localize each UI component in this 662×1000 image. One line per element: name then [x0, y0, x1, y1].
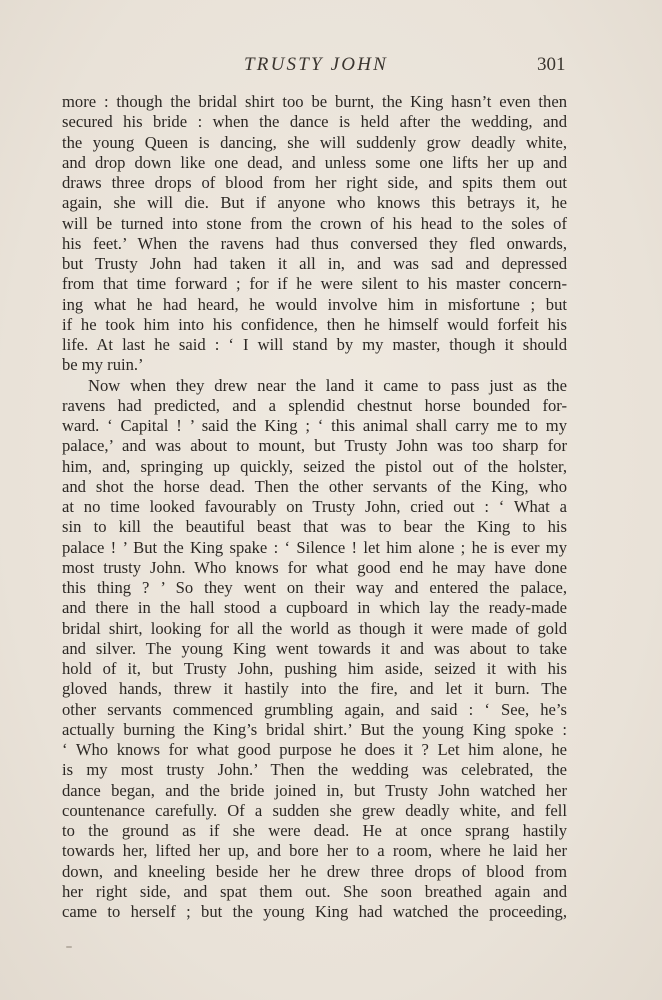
text-line: ward. ‘ Capital ! ’ said the King ; ‘ this animal shall carry me to my: [62, 416, 567, 435]
text-line: is my most trusty John.’ Then the wedding was celebrated, the: [62, 760, 567, 780]
text-line: dance began, and the bride joined in, but Trusty John watched her: [62, 780, 567, 800]
text-line: actually burning the King’s bridal shirt.’ But the young King spoke :: [62, 719, 567, 739]
text-line: and there in the hall stood a cupboard in which lay the ready-made: [62, 598, 567, 618]
text-line: more : though the bridal shirt too be burnt, the King hasn’t even then: [62, 92, 567, 111]
text-line: bridal shirt, looking for all the world as though it were made of gold: [62, 618, 567, 638]
text-line: came to herself ; but the young King had watched the proceeding,: [62, 902, 567, 921]
text-line: ing what he had heard, he would involve him in misfortune ; but: [62, 294, 567, 314]
text-line: her right side, and spat them out. She soon breathed again and: [62, 881, 567, 901]
text-line: secured his bride : when the dance is held after the wedding, and: [62, 112, 567, 132]
page-number: 301: [537, 54, 566, 75]
text-line: other servants commenced grumbling again, and said : ‘ See, he’s: [62, 699, 567, 719]
text-line: at no time looked favourably on Trusty John, cried out : ‘ What a: [62, 497, 567, 516]
text-line: ‘ Who knows for what good purpose he does it ? Let him alone, he: [62, 740, 567, 759]
text-line: towards her, lifted her up, and bore her to a room, where he laid her: [62, 841, 567, 861]
text-line: his feet.’ When the ravens had thus conversed they fled onwards,: [62, 233, 567, 253]
text-line: palace ! ’ But the King spake : ‘ Silence ! let him alone ; he is ever my: [62, 537, 567, 557]
text-line: and shot the horse dead. Then the other servants of the King, who: [62, 476, 567, 496]
text-line: and drop down like one dead, and unless some one lifts her up and: [62, 152, 567, 172]
text-line: ravens had predicted, and a splendid chestnut horse bounded for-: [62, 395, 567, 415]
text-line: will be turned into stone from the crown of his head to the soles of: [62, 213, 567, 233]
body-text: [62, 92, 567, 922]
text-line: this thing ? ’ So they went on their way and entered the palace,: [62, 578, 567, 597]
text-line: life. At last he said : ‘ I will stand by my master, though it should: [62, 335, 567, 354]
text-line: down, and kneeling beside her he drew three drops of blood from: [62, 861, 567, 881]
text-line: palace,’ and was about to mount, but Trusty John was too sharp for: [62, 436, 567, 456]
text-line: countenance carefully. Of a sudden she grew deadly white, and fell: [62, 800, 567, 820]
text-line: to the ground as if she were dead. He at once sprang hastily: [62, 821, 567, 840]
text-line: again, she will die. But if anyone who knows this betrays it, he: [62, 193, 567, 213]
text-line: if he took him into his confidence, then he himself would forfeit his: [62, 314, 567, 334]
page-header: [0, 52, 662, 82]
paragraph-end-line: be my ruin.’: [62, 355, 144, 375]
text-line: hold of it, but Trusty John, pushing him aside, seized it with his: [62, 659, 567, 678]
text-line: gloved hands, threw it hastily into the fire, and let it burn. The: [62, 679, 567, 699]
text-line: him, and, springing up quickly, seized the pistol out of the holster,: [62, 456, 567, 476]
paragraph-start-line: Now when they drew near the land it came to pass just as the: [88, 375, 567, 395]
text-line: sin to kill the beautiful beast that was to bear the King to his: [62, 517, 567, 537]
paper-speck: [66, 946, 72, 948]
text-line: and silver. The young King went towards it and was about to take: [62, 638, 567, 658]
text-line: draws three drops of blood from her right side, and spits them out: [62, 173, 567, 192]
text-line: but Trusty John had taken it all in, and was sad and depressed: [62, 254, 567, 273]
running-title: TRUSTY JOHN: [244, 54, 389, 75]
text-line: the young Queen is dancing, she will suddenly grow deadly white,: [62, 132, 567, 152]
text-line: from that time forward ; for if he were silent to his master concern-: [62, 274, 567, 294]
text-line: most trusty John. Who knows for what good end he may have done: [62, 557, 567, 577]
